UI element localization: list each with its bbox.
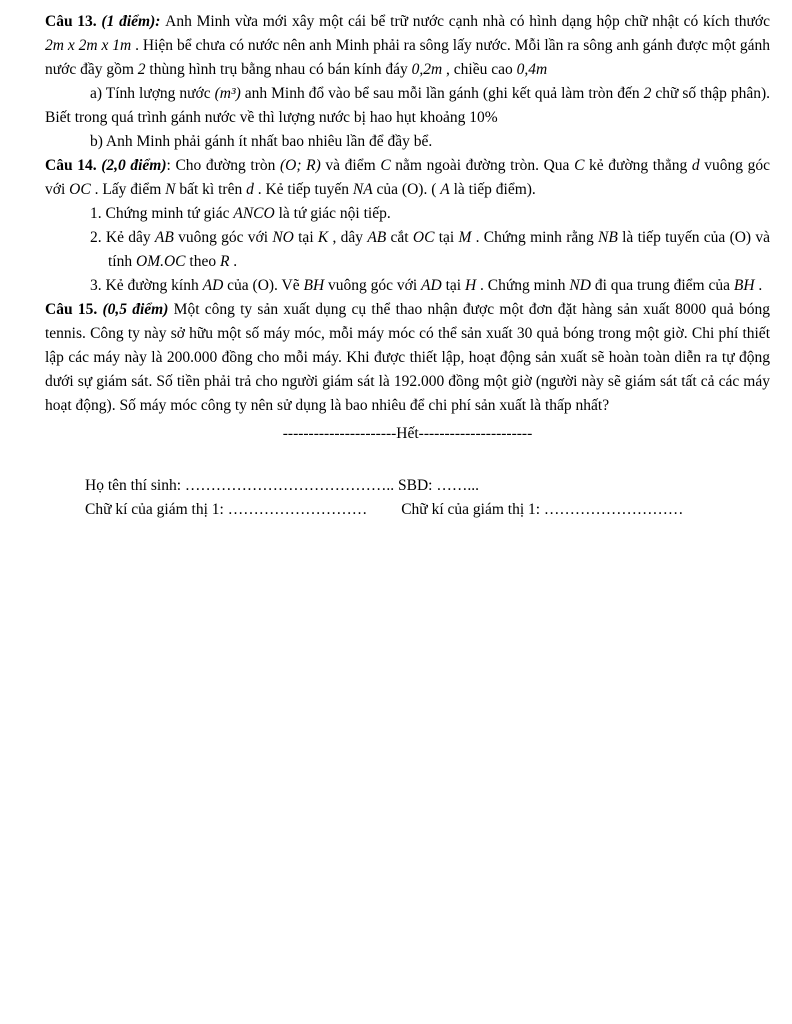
candidate-name-line: Họ tên thí sinh: ………………………………….. SBD: ……...: [85, 477, 479, 494]
proctor-signature-right: Chữ kí của giám thị 1: ………………………: [401, 501, 684, 518]
end-divider: ----------------------Hết----------------------: [282, 425, 533, 442]
question-14-item-1: 1. Chứng minh tứ giác ANCO là tứ giác nội tiếp.: [90, 205, 391, 222]
question-14-item-2: 2. Kẻ dây AB vuông góc với NO tại K , dây AB cắt OC tại M . Chứng minh rằng NB là tiếp tuyến của (O) và tính OM.OC theo R .: [90, 229, 770, 270]
question-13-part-a: a) Tính lượng nước (m³) anh Minh đổ vào bể sau mỗi lần gánh (ghi kết quả làm tròn đến 2 chữ số thập phân). Biết trong quá trình gánh nước về thì lượng nước bị hao hụt khoảng 10%: [45, 85, 770, 126]
signature-line: [85, 498, 770, 522]
footer-block: [45, 474, 770, 522]
question-14-item-3: 3. Kẻ đường kính AD của (O). Vẽ BH vuông góc với AD tại H . Chứng minh ND đi qua trung điểm của BH .: [90, 277, 763, 294]
question-14-intro: Câu 14. (2,0 điểm): Cho đường tròn (O; R) và điểm C nằm ngoài đường tròn. Qua C kẻ đường thẳng d vuông góc với OC . Lấy điểm N bất kì trên d . Kẻ tiếp tuyến NA của (O). ( A là tiếp điểm).: [45, 157, 770, 198]
proctor-signature-left: Chữ kí của giám thị 1: ………………………: [85, 501, 368, 518]
question-13-intro: Câu 13. (1 điểm): Anh Minh vừa mới xây một cái bể trữ nước cạnh nhà có hình dạng hộp chữ nhật có kích thước 2m x 2m x 1m . Hiện bể chưa có nước nên anh Minh phải ra sông lấy nước. Mỗi lần ra sông anh gánh được một gánh nước đầy gồm 2 thùng hình trụ bằng nhau có bán kính đáy 0,2m , chiều cao 0,4m: [45, 13, 771, 78]
question-15: Câu 15. (0,5 điểm) Một công ty sản xuất dụng cụ thể thao nhận được một đơn đặt hàng sản xuất 8000 quả bóng tennis. Công ty này sở hữu một số máy móc, mỗi máy móc có thể sản xuất 30 quả bóng trong một giờ. Chi phí thiết lập các máy này là 200.000 đồng cho mỗi máy. Khi được thiết lập, hoạt động sản xuất sẽ hoàn toàn diễn ra tự động dưới sự giám sát. Số tiền phải trả cho người giám sát là 192.000 đồng một giờ (người này sẽ giám sát tất cả các máy hoạt động). Số máy móc công ty nên sử dụng là bao nhiêu để chi phí sản xuất là thấp nhất?: [45, 301, 770, 414]
question-13-part-b: b) Anh Minh phải gánh ít nhất bao nhiêu lần để đầy bể.: [90, 133, 433, 150]
